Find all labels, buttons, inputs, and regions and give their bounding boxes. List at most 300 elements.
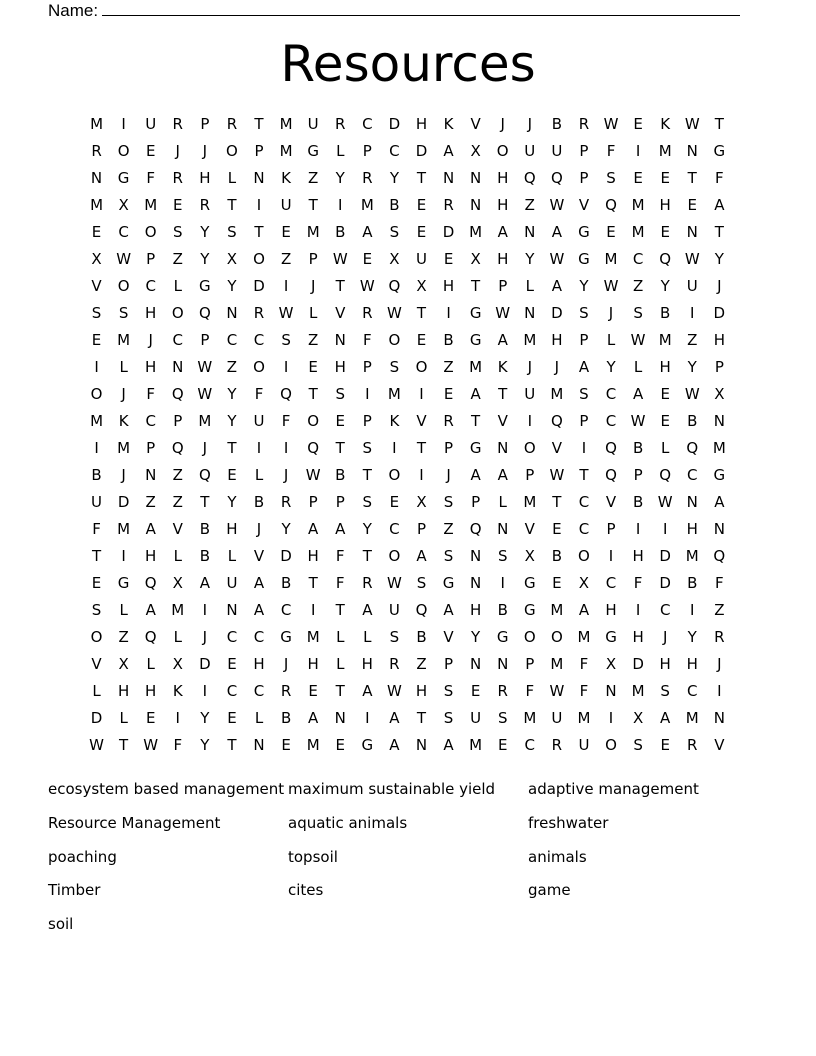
grid-letter[interactable]: T <box>227 196 237 214</box>
grid-letter[interactable]: I <box>581 439 587 457</box>
grid-letter[interactable]: Z <box>308 169 319 187</box>
grid-letter[interactable]: B <box>416 628 427 646</box>
grid-letter[interactable]: T <box>471 277 481 295</box>
grid-letter[interactable]: L <box>661 439 670 457</box>
grid-letter[interactable]: R <box>497 682 508 700</box>
grid-letter[interactable]: M <box>658 331 672 349</box>
grid-letter[interactable]: J <box>500 115 505 133</box>
grid-letter[interactable]: I <box>419 385 424 403</box>
grid-letter[interactable]: F <box>715 574 724 592</box>
grid-letter[interactable]: B <box>280 574 292 592</box>
grid-letter[interactable]: I <box>283 358 289 376</box>
grid-letter[interactable]: M <box>387 385 401 403</box>
grid-letter[interactable]: R <box>443 196 454 214</box>
grid-letter[interactable]: O <box>144 223 157 241</box>
grid-letter[interactable]: M <box>360 196 374 214</box>
grid-letter[interactable]: P <box>714 358 724 376</box>
grid-letter[interactable]: P <box>579 142 589 160</box>
grid-letter[interactable]: H <box>145 547 157 565</box>
grid-letter[interactable]: A <box>551 223 562 241</box>
grid-letter[interactable]: R <box>362 169 373 187</box>
grid-letter[interactable]: T <box>254 223 264 241</box>
grid-letter[interactable]: I <box>500 574 505 592</box>
grid-letter[interactable]: E <box>552 574 562 592</box>
grid-letter[interactable]: I <box>690 304 695 322</box>
grid-letter[interactable]: H <box>632 628 644 646</box>
grid-letter[interactable]: A <box>389 709 400 727</box>
grid-letter[interactable]: L <box>173 547 182 565</box>
grid-letter[interactable]: T <box>308 574 318 592</box>
grid-letter[interactable]: C <box>632 250 644 268</box>
grid-letter[interactable]: N <box>497 439 509 457</box>
grid-letter[interactable]: L <box>498 493 507 511</box>
grid-letter[interactable]: D <box>90 709 103 727</box>
grid-letter[interactable]: Q <box>713 547 726 565</box>
grid-letter[interactable]: B <box>199 520 210 538</box>
grid-letter[interactable]: P <box>146 250 156 268</box>
grid-letter[interactable]: Q <box>388 277 401 295</box>
grid-letter[interactable]: R <box>687 736 698 754</box>
grid-letter[interactable]: B <box>687 412 698 430</box>
grid-letter[interactable]: E <box>633 169 643 187</box>
grid-letter[interactable]: N <box>226 601 238 619</box>
grid-letter[interactable]: A <box>308 709 319 727</box>
grid-letter[interactable]: J <box>446 466 451 484</box>
grid-letter[interactable]: X <box>172 574 183 592</box>
grid-letter[interactable]: F <box>335 574 345 592</box>
grid-letter[interactable]: H <box>442 277 455 295</box>
grid-letter[interactable]: Q <box>198 304 211 322</box>
grid-letter[interactable]: C <box>605 385 617 403</box>
grid-letter[interactable]: V <box>91 277 102 295</box>
grid-letter[interactable]: F <box>606 142 616 160</box>
grid-letter[interactable]: P <box>362 142 372 160</box>
grid-letter[interactable]: H <box>307 655 319 673</box>
grid-letter[interactable]: Y <box>227 277 237 295</box>
grid-letter[interactable]: Z <box>443 520 454 538</box>
grid-letter[interactable]: N <box>686 223 698 241</box>
grid-letter[interactable]: N <box>713 412 725 430</box>
grid-letter[interactable]: R <box>253 304 265 322</box>
grid-letter[interactable]: O <box>605 736 617 754</box>
grid-letter[interactable]: P <box>444 439 454 457</box>
grid-letter[interactable]: X <box>470 142 481 160</box>
grid-letter[interactable]: G <box>280 628 292 646</box>
grid-letter[interactable]: X <box>416 277 427 295</box>
grid-letter[interactable]: S <box>91 304 102 322</box>
grid-letter[interactable]: X <box>118 655 129 673</box>
grid-letter[interactable]: C <box>524 736 536 754</box>
grid-letter[interactable]: A <box>714 493 725 511</box>
grid-letter[interactable]: G <box>496 628 509 646</box>
grid-letter[interactable]: G <box>713 466 726 484</box>
grid-letter[interactable]: H <box>334 358 346 376</box>
grid-letter[interactable]: Z <box>524 196 535 214</box>
grid-letter[interactable]: U <box>91 493 103 511</box>
grid-letter[interactable]: Z <box>172 466 183 484</box>
grid-letter[interactable]: N <box>415 736 428 754</box>
grid-letter[interactable]: B <box>687 574 698 592</box>
grid-letter[interactable]: O <box>171 304 184 322</box>
grid-letter[interactable]: Y <box>200 736 210 754</box>
grid-letter[interactable]: E <box>91 574 102 592</box>
grid-letter[interactable]: Y <box>714 250 724 268</box>
grid-letter[interactable]: P <box>254 142 264 160</box>
grid-letter[interactable]: W <box>657 493 673 511</box>
grid-letter[interactable]: J <box>202 439 208 457</box>
grid-letter[interactable]: Z <box>443 358 454 376</box>
grid-letter[interactable]: J <box>310 277 316 295</box>
grid-letter[interactable]: B <box>443 331 454 349</box>
grid-letter[interactable]: F <box>579 682 589 700</box>
grid-letter[interactable]: Y <box>660 277 670 295</box>
grid-letter[interactable]: X <box>524 547 535 565</box>
grid-letter[interactable]: Y <box>227 493 237 511</box>
grid-letter[interactable]: O <box>117 142 130 160</box>
grid-letter[interactable]: L <box>227 547 237 565</box>
grid-letter[interactable]: D <box>253 277 265 295</box>
grid-letter[interactable]: C <box>226 628 238 646</box>
grid-letter[interactable]: B <box>632 439 644 457</box>
grid-letter[interactable]: A <box>578 358 590 376</box>
grid-letter[interactable]: A <box>632 385 644 403</box>
grid-letter[interactable]: S <box>443 709 454 727</box>
grid-letter[interactable]: L <box>606 331 616 349</box>
grid-letter[interactable]: C <box>145 277 156 295</box>
grid-letter[interactable]: X <box>172 655 183 673</box>
grid-letter[interactable]: R <box>91 142 102 160</box>
grid-letter[interactable]: T <box>335 439 345 457</box>
grid-letter[interactable]: N <box>334 331 346 349</box>
grid-letter[interactable]: E <box>443 250 454 268</box>
grid-letter[interactable]: N <box>686 142 698 160</box>
grid-letter[interactable]: E <box>416 331 427 349</box>
grid-letter[interactable]: L <box>146 655 155 673</box>
grid-letter[interactable]: X <box>714 385 725 403</box>
grid-letter[interactable]: P <box>525 466 535 484</box>
grid-letter[interactable]: I <box>256 439 262 457</box>
grid-letter[interactable]: U <box>145 115 157 133</box>
grid-letter[interactable]: B <box>280 709 292 727</box>
grid-letter[interactable]: W <box>386 574 402 592</box>
grid-letter[interactable]: M <box>550 601 564 619</box>
grid-letter[interactable]: H <box>226 520 238 538</box>
grid-letter[interactable]: B <box>199 547 210 565</box>
grid-letter[interactable]: H <box>497 196 509 214</box>
grid-letter[interactable]: C <box>226 331 238 349</box>
grid-letter[interactable]: V <box>551 439 562 457</box>
grid-letter[interactable]: X <box>118 196 129 214</box>
grid-letter[interactable]: T <box>227 736 237 754</box>
grid-letter[interactable]: Q <box>686 439 699 457</box>
grid-letter[interactable]: K <box>281 169 291 187</box>
grid-letter[interactable]: O <box>253 358 265 376</box>
grid-letter[interactable]: Y <box>687 628 697 646</box>
grid-letter[interactable]: U <box>551 142 563 160</box>
grid-letter[interactable]: H <box>361 655 373 673</box>
grid-letter[interactable]: I <box>608 547 614 565</box>
grid-letter[interactable]: X <box>416 493 427 511</box>
grid-letter[interactable]: R <box>578 115 590 133</box>
grid-letter[interactable]: S <box>443 547 454 565</box>
grid-letter[interactable]: A <box>551 277 562 295</box>
grid-letter[interactable]: A <box>470 466 481 484</box>
grid-letter[interactable]: F <box>146 385 156 403</box>
grid-letter[interactable]: I <box>121 115 126 133</box>
grid-letter[interactable]: I <box>365 709 370 727</box>
grid-letter[interactable]: M <box>604 250 618 268</box>
grid-letter[interactable]: C <box>389 142 400 160</box>
grid-letter[interactable]: O <box>523 628 536 646</box>
grid-letter[interactable]: C <box>362 115 373 133</box>
grid-letter[interactable]: B <box>253 493 265 511</box>
grid-letter[interactable]: F <box>254 385 264 403</box>
grid-letter[interactable]: T <box>471 412 481 430</box>
grid-letter[interactable]: L <box>633 358 643 376</box>
grid-letter[interactable]: E <box>281 223 291 241</box>
grid-letter[interactable]: P <box>444 655 454 673</box>
grid-letter[interactable]: E <box>633 115 643 133</box>
grid-letter[interactable]: C <box>280 601 292 619</box>
grid-letter[interactable]: X <box>605 655 617 673</box>
grid-letter[interactable]: O <box>253 250 265 268</box>
grid-letter[interactable]: R <box>389 655 400 673</box>
grid-letter[interactable]: F <box>715 169 724 187</box>
grid-letter[interactable]: T <box>362 547 372 565</box>
grid-letter[interactable]: H <box>605 601 617 619</box>
grid-letter[interactable]: W <box>278 304 294 322</box>
grid-letter[interactable]: C <box>659 601 671 619</box>
grid-letter[interactable]: H <box>497 169 509 187</box>
grid-letter[interactable]: I <box>635 601 641 619</box>
grid-letter[interactable]: N <box>524 304 536 322</box>
grid-letter[interactable]: W <box>332 250 348 268</box>
grid-letter[interactable]: C <box>145 412 156 430</box>
grid-letter[interactable]: N <box>497 655 509 673</box>
grid-letter[interactable]: U <box>415 250 427 268</box>
grid-letter[interactable]: V <box>172 520 183 538</box>
grid-letter[interactable]: M <box>523 493 537 511</box>
grid-letter[interactable]: P <box>498 277 508 295</box>
grid-letter[interactable]: C <box>389 520 400 538</box>
grid-letter[interactable]: M <box>171 601 185 619</box>
grid-letter[interactable]: Z <box>172 250 183 268</box>
grid-letter[interactable]: W <box>684 115 700 133</box>
grid-letter[interactable]: P <box>579 412 589 430</box>
grid-letter[interactable]: I <box>717 682 722 700</box>
grid-letter[interactable]: Z <box>145 493 156 511</box>
grid-letter[interactable]: I <box>310 601 316 619</box>
grid-letter[interactable]: R <box>714 628 725 646</box>
grid-letter[interactable]: Y <box>525 250 535 268</box>
grid-letter[interactable]: U <box>551 709 563 727</box>
grid-letter[interactable]: E <box>497 736 508 754</box>
grid-letter[interactable]: O <box>226 142 238 160</box>
grid-letter[interactable]: E <box>660 412 670 430</box>
grid-letter[interactable]: M <box>658 142 672 160</box>
grid-letter[interactable]: V <box>497 412 508 430</box>
grid-letter[interactable]: J <box>717 655 722 673</box>
grid-letter[interactable]: B <box>551 547 563 565</box>
grid-letter[interactable]: S <box>497 547 508 565</box>
grid-letter[interactable]: U <box>307 115 319 133</box>
grid-letter[interactable]: Q <box>415 601 428 619</box>
grid-letter[interactable]: S <box>633 304 643 322</box>
grid-letter[interactable]: N <box>172 358 184 376</box>
grid-letter[interactable]: W <box>549 250 565 268</box>
grid-letter[interactable]: J <box>283 655 289 673</box>
grid-letter[interactable]: V <box>470 115 481 133</box>
grid-letter[interactable]: H <box>415 115 428 133</box>
grid-letter[interactable]: H <box>497 250 509 268</box>
grid-letter[interactable]: C <box>253 628 265 646</box>
grid-letter[interactable]: P <box>362 358 372 376</box>
grid-letter[interactable]: R <box>172 115 183 133</box>
grid-letter[interactable]: M <box>469 223 483 241</box>
grid-letter[interactable]: U <box>226 574 238 592</box>
grid-letter[interactable]: J <box>554 358 560 376</box>
grid-letter[interactable]: A <box>416 547 427 565</box>
grid-letter[interactable]: Z <box>687 331 698 349</box>
grid-letter[interactable]: S <box>389 358 400 376</box>
grid-letter[interactable]: F <box>173 736 183 754</box>
grid-letter[interactable]: P <box>200 115 210 133</box>
grid-letter[interactable]: C <box>253 682 265 700</box>
grid-letter[interactable]: P <box>200 331 210 349</box>
grid-letter[interactable]: J <box>527 358 532 376</box>
grid-letter[interactable]: Q <box>523 169 536 187</box>
grid-letter[interactable]: A <box>362 682 373 700</box>
grid-letter[interactable]: T <box>579 466 589 484</box>
grid-letter[interactable]: Z <box>226 358 238 376</box>
grid-letter[interactable]: W <box>386 682 402 700</box>
grid-letter[interactable]: Z <box>172 493 183 511</box>
grid-letter[interactable]: W <box>495 304 511 322</box>
grid-letter[interactable]: I <box>527 412 532 430</box>
grid-letter[interactable]: Q <box>469 520 482 538</box>
grid-letter[interactable]: M <box>685 709 699 727</box>
grid-letter[interactable]: D <box>713 304 726 322</box>
grid-letter[interactable]: G <box>117 574 130 592</box>
grid-letter[interactable]: H <box>253 655 265 673</box>
grid-letter[interactable]: E <box>227 709 237 727</box>
grid-letter[interactable]: E <box>660 169 670 187</box>
grid-letter[interactable]: J <box>717 277 722 295</box>
grid-letter[interactable]: T <box>416 169 427 187</box>
grid-letter[interactable]: P <box>146 439 156 457</box>
grid-letter[interactable]: Y <box>200 709 210 727</box>
grid-letter[interactable]: N <box>605 682 617 700</box>
grid-letter[interactable]: D <box>388 115 401 133</box>
grid-letter[interactable]: S <box>227 223 237 241</box>
grid-letter[interactable]: M <box>631 223 645 241</box>
grid-letter[interactable]: E <box>660 385 670 403</box>
grid-letter[interactable]: M <box>550 385 564 403</box>
grid-letter[interactable]: T <box>416 304 427 322</box>
grid-letter[interactable]: E <box>552 520 562 538</box>
grid-letter[interactable]: Q <box>605 439 617 457</box>
grid-letter[interactable]: A <box>335 520 346 538</box>
grid-letter[interactable]: A <box>389 736 400 754</box>
grid-letter[interactable]: H <box>659 358 671 376</box>
grid-letter[interactable]: Q <box>550 412 563 430</box>
grid-letter[interactable]: L <box>173 277 182 295</box>
grid-letter[interactable]: P <box>173 412 183 430</box>
grid-letter[interactable]: N <box>470 196 482 214</box>
grid-letter[interactable]: Z <box>714 601 725 619</box>
grid-letter[interactable]: J <box>148 331 153 349</box>
grid-letter[interactable]: Z <box>308 331 319 349</box>
grid-letter[interactable]: I <box>338 196 343 214</box>
grid-letter[interactable]: M <box>144 196 158 214</box>
grid-letter[interactable]: R <box>362 304 373 322</box>
grid-letter[interactable]: S <box>606 169 616 187</box>
grid-letter[interactable]: I <box>690 601 695 619</box>
grid-letter[interactable]: M <box>279 115 293 133</box>
grid-letter[interactable]: S <box>579 304 589 322</box>
grid-letter[interactable]: O <box>388 547 401 565</box>
grid-letter[interactable]: T <box>254 115 264 133</box>
grid-letter[interactable]: B <box>632 493 644 511</box>
grid-letter[interactable]: R <box>280 682 292 700</box>
grid-letter[interactable]: T <box>227 439 237 457</box>
grid-letter[interactable]: C <box>605 574 617 592</box>
grid-letter[interactable]: V <box>443 628 454 646</box>
grid-letter[interactable]: I <box>121 547 126 565</box>
grid-letter[interactable]: M <box>117 331 131 349</box>
grid-letter[interactable]: W <box>549 196 565 214</box>
grid-letter[interactable]: Q <box>605 466 617 484</box>
grid-letter[interactable]: M <box>90 412 104 430</box>
grid-letter[interactable]: M <box>306 628 320 646</box>
grid-letter[interactable]: J <box>121 466 126 484</box>
grid-letter[interactable]: X <box>226 250 238 268</box>
grid-letter[interactable]: S <box>660 682 670 700</box>
grid-letter[interactable]: O <box>90 628 103 646</box>
grid-letter[interactable]: M <box>523 709 537 727</box>
grid-letter[interactable]: F <box>525 682 535 700</box>
grid-letter[interactable]: C <box>226 682 238 700</box>
grid-letter[interactable]: E <box>362 250 373 268</box>
grid-letter[interactable]: Q <box>605 196 617 214</box>
grid-letter[interactable]: W <box>603 115 619 133</box>
grid-letter[interactable]: N <box>253 169 265 187</box>
grid-letter[interactable]: C <box>578 493 590 511</box>
grid-letter[interactable]: A <box>443 142 454 160</box>
grid-letter[interactable]: E <box>91 223 102 241</box>
grid-letter[interactable]: W <box>684 385 700 403</box>
grid-letter[interactable]: A <box>497 466 508 484</box>
grid-letter[interactable]: E <box>416 223 427 241</box>
grid-letter[interactable]: R <box>280 493 292 511</box>
grid-letter[interactable]: W <box>143 736 159 754</box>
grid-letter[interactable]: D <box>659 574 671 592</box>
grid-letter[interactable]: G <box>469 331 482 349</box>
grid-letter[interactable]: O <box>388 331 401 349</box>
grid-letter[interactable]: F <box>281 412 291 430</box>
grid-letter[interactable]: E <box>281 736 291 754</box>
grid-letter[interactable]: O <box>578 547 590 565</box>
grid-letter[interactable]: W <box>603 277 619 295</box>
grid-letter[interactable]: R <box>172 169 183 187</box>
grid-letter[interactable]: M <box>712 439 726 457</box>
grid-letter[interactable]: P <box>633 466 643 484</box>
grid-letter[interactable]: M <box>631 196 645 214</box>
grid-letter[interactable]: H <box>551 331 563 349</box>
grid-letter[interactable]: M <box>685 547 699 565</box>
grid-letter[interactable]: O <box>388 466 401 484</box>
grid-letter[interactable]: E <box>335 412 345 430</box>
